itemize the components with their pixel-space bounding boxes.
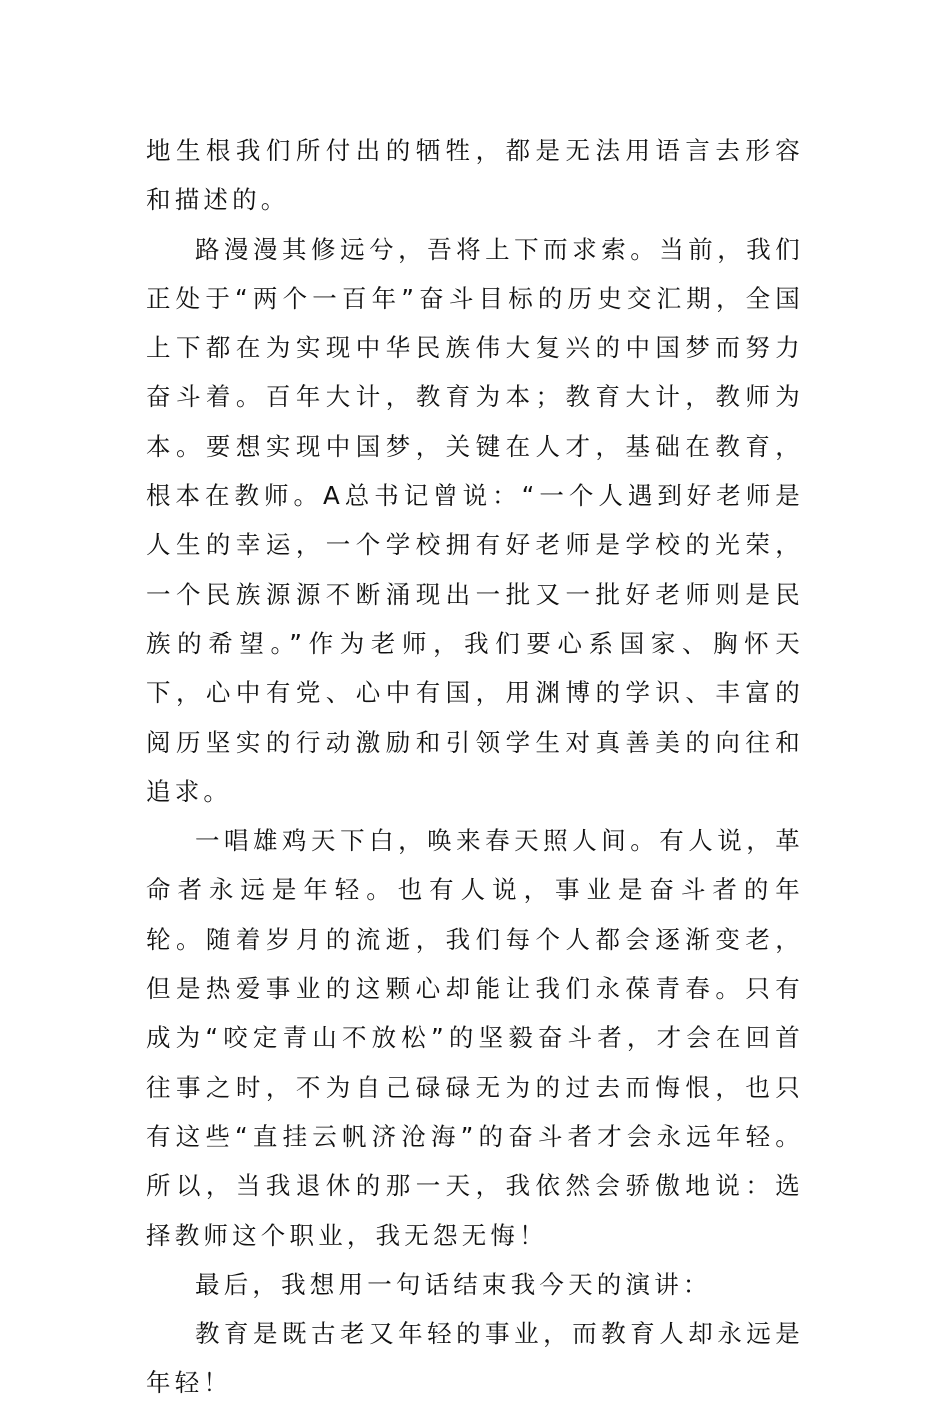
paragraph-youth: 一唱雄鸡天下白，唤来春天照人间。有人说，革命者永远是年轻。也有人说，事业是奋斗者的年轮。随着岁月的流逝，我们每个人都会逐渐变老，但是热爱事业的这颗心却能让我们永葆青春。只有成为“咬定青山不放松”的坚毅奋斗者，才会在回首往事之时，不为自己碌碌无为的过去而悔恨，也只有这些“直挂云帆济沧海”的奋斗者才会永远年轻。所以，当我退休的那一天，我依然会骄傲地说：选择教师这个职业，我无怨无悔！	[146, 826, 804, 1250]
body-text	[146, 126, 804, 1408]
paragraph-journey: 路漫漫其修远兮，吾将上下而求索。当前，我们正处于“两个一百年”奋斗目标的历史交汇期，全国上下都在为实现中华民族伟大复兴的中国梦而努力奋斗着。百年大计，教育为本；教育大计，教师为本。要想实现中国梦，关键在人才，基础在教育，根本在教师。A总书记曾说：“一个人遇到好老师是人生的幸运，一个学校拥有好老师是学校的光荣，一个民族源源不断涌现出一批又一批好老师则是民族的希望。”作为老师，我们要心系国家、胸怀天下，心中有党、心中有国，用渊博的学识、丰富的阅历坚实的行动激励和引领学生对真善美的向往和追求。	[146, 234, 804, 806]
paragraph-closing-intro: 最后，我想用一句话结束我今天的演讲：	[195, 1269, 712, 1299]
paragraph-closing-line: 教育是既古老又年轻的事业，而教育人却永远是年轻！	[146, 1319, 804, 1398]
paragraph-continuation: 地生根我们所付出的牺牲，都是无法用语言去形容和描述的。	[146, 136, 804, 215]
